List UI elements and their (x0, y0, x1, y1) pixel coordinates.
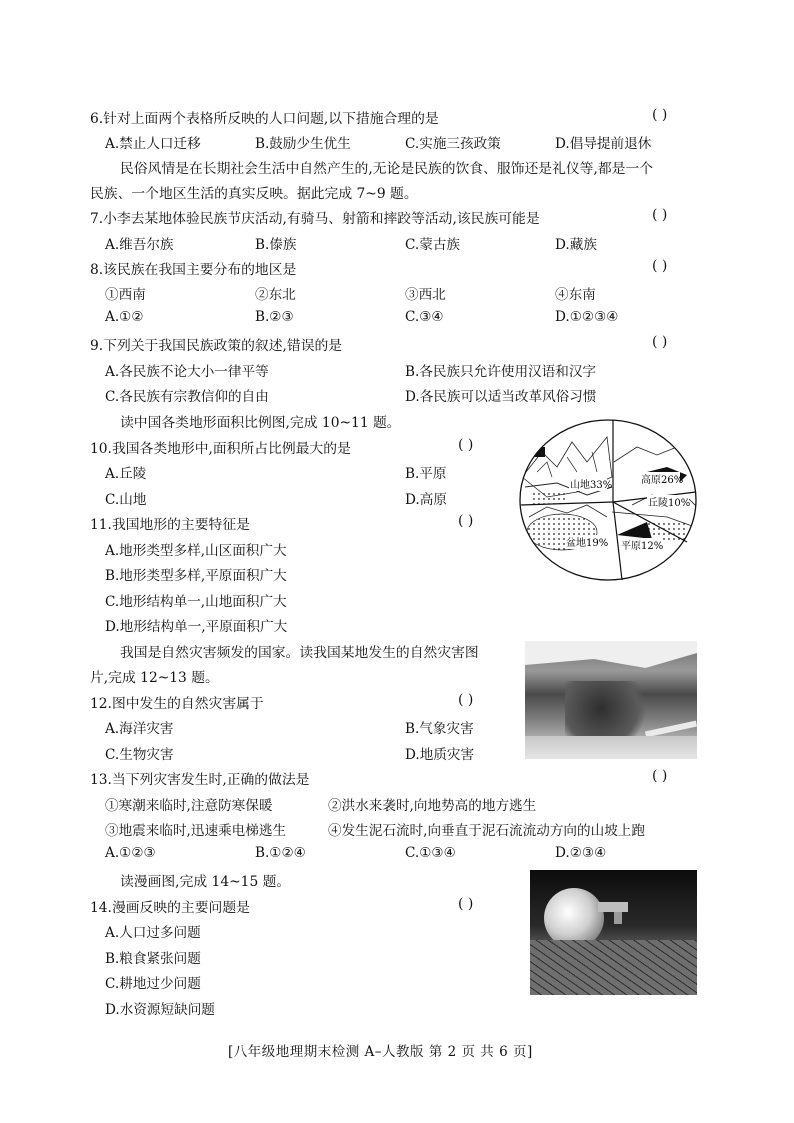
q8-answer-paren[interactable]: ( ) (652, 258, 668, 274)
q13-option-c: C.①③④ (405, 845, 456, 861)
intro-7-9-line1: 民俗风情是在长期社会生活中自然产生的,无论是民族的饮食、服饰还是礼仪等,都是一个 (120, 161, 654, 177)
q13-item-3: ③地震来临时,迅速乘电梯逃生 (105, 823, 287, 839)
q11-option-d: D.地形结构单一,平原面积广大 (105, 619, 288, 635)
q7-option-a: A.维吾尔族 (105, 237, 174, 253)
q10-option-c: C.山地 (105, 492, 147, 508)
q12-answer-paren[interactable]: ( ) (458, 692, 474, 708)
bulb-shape (544, 888, 604, 948)
q6-option-a: A.禁止人口迁移 (105, 136, 201, 152)
q10-answer-paren[interactable]: ( ) (458, 437, 474, 453)
plateau-drawing (614, 447, 695, 462)
terrain-pie-figure (517, 417, 699, 583)
q11-stem: 11.我国地形的主要特征是 (90, 517, 250, 533)
q9-stem: 9.下列关于我国民族政策的叙述,错误的是 (90, 338, 343, 354)
cracked-ground (530, 940, 697, 995)
q6-answer-paren[interactable]: ( ) (652, 107, 668, 123)
q8-option-a: A.①② (105, 309, 144, 325)
q7-answer-paren[interactable]: ( ) (652, 207, 668, 223)
intro-14-15: 读漫画图,完成 14~15 题。 (120, 874, 291, 890)
q11-answer-paren[interactable]: ( ) (458, 513, 474, 529)
q7-option-d: D.藏族 (555, 237, 597, 253)
q9-option-a: A.各民族不论大小一律平等 (105, 364, 269, 380)
q10-stem: 10.我国各类地形中,面积所占比例最大的是 (90, 441, 351, 457)
q9-option-c: C.各民族有宗教信仰的自由 (105, 389, 269, 405)
q7-option-b: B.傣族 (255, 237, 297, 253)
q8-item-4: ④东南 (555, 287, 596, 303)
q13-answer-paren[interactable]: ( ) (652, 768, 668, 784)
landslide-photo (525, 641, 697, 759)
q9-option-b: B.各民族只允许使用汉语和汉字 (405, 364, 597, 380)
q6-option-b: B.鼓励少生优生 (255, 136, 351, 152)
q13-item-2: ②洪水来袭时,向地势高的地方逃生 (328, 798, 537, 814)
q11-option-a: A.地形类型多样,山区面积广大 (105, 543, 287, 559)
q14-option-d: D.水资源短缺问题 (105, 1002, 215, 1018)
q10-option-d: D.高原 (405, 492, 447, 508)
intro-12-13-line1: 我国是自然灾害频发的国家。读我国某地发生的自然灾害图 (120, 645, 479, 661)
q8-option-d: D.①②③④ (555, 309, 619, 325)
q12-option-c: C.生物灾害 (105, 747, 174, 763)
pie-label-basin: 盆地19% (566, 538, 609, 549)
q14-option-a: A.人口过多问题 (105, 925, 201, 941)
q8-item-2: ②东北 (255, 287, 296, 303)
q8-option-b: B.②③ (255, 309, 294, 325)
q12-option-d: D.地质灾害 (405, 747, 475, 763)
q10-option-b: B.平原 (405, 466, 447, 482)
q9-option-d: D.各民族可以适当改革风俗习惯 (405, 389, 597, 405)
q12-option-a: A.海洋灾害 (105, 721, 174, 737)
q9-answer-paren[interactable]: ( ) (652, 334, 668, 350)
q13-stem: 13.当下列灾害发生时,正确的做法是 (90, 772, 310, 788)
pie-label-hills: 丘陵10% (648, 498, 691, 509)
q14-stem: 14.漫画反映的主要问题是 (90, 900, 250, 916)
dark-patch (527, 447, 545, 457)
q8-item-3: ③西北 (405, 287, 446, 303)
q11-option-c: C.地形结构单一,山地面积广大 (105, 594, 287, 610)
q13-item-1: ①寒潮来临时,注意防寒保暖 (105, 798, 273, 814)
pie-label-plain: 平原12% (621, 541, 664, 552)
q14-option-b: B.粮食紧张问题 (105, 951, 201, 967)
q12-stem: 12.图中发生的自然灾害属于 (90, 696, 264, 712)
pie-label-plateau: 高原26% (641, 475, 684, 486)
q8-option-c: C.③④ (405, 309, 444, 325)
q8-item-1: ①西南 (105, 287, 146, 303)
q8-stem: 8.该民族在我国主要分布的地区是 (90, 262, 297, 278)
q7-stem: 7.小李去某地体验民族节庆活动,有骑马、射箭和摔跤等活动,该民族可能是 (90, 211, 540, 227)
q10-option-a: A.丘陵 (105, 466, 147, 482)
q7-option-c: C.蒙古族 (405, 237, 461, 253)
q6-stem: 6.针对上面两个表格所反映的人口问题,以下措施合理的是 (90, 111, 439, 127)
page-footer: [八年级地理期末检测 A–人教版 第 2 页 共 6 页] (228, 1044, 533, 1060)
intro-7-9-line2: 民族、一个地区生活的真实反映。据此完成 7~9 题。 (90, 186, 418, 202)
q13-item-4: ④发生泥石流时,向垂直于泥石流流动方向的山坡上跑 (328, 823, 645, 839)
q14-answer-paren[interactable]: ( ) (458, 896, 474, 912)
q6-option-d: D.倡导提前退休 (555, 136, 652, 152)
q13-option-d: D.②③④ (555, 845, 607, 861)
intro-10-11: 读中国各类地形面积比例图,完成 10~11 题。 (120, 415, 401, 431)
pie-label-mountain: 山地33% (570, 480, 613, 491)
intro-12-13-line2: 片,完成 12~13 题。 (90, 670, 219, 686)
cartoon-photo (530, 870, 697, 995)
q14-option-c: C.耕地过少问题 (105, 976, 201, 992)
q12-option-b: B.气象灾害 (405, 721, 474, 737)
q6-option-c: C.实施三孩政策 (405, 136, 501, 152)
q13-option-b: B.①②④ (255, 845, 306, 861)
q13-option-a: A.①②③ (105, 845, 156, 861)
q11-option-b: B.地形类型多样,平原面积广大 (105, 568, 287, 584)
